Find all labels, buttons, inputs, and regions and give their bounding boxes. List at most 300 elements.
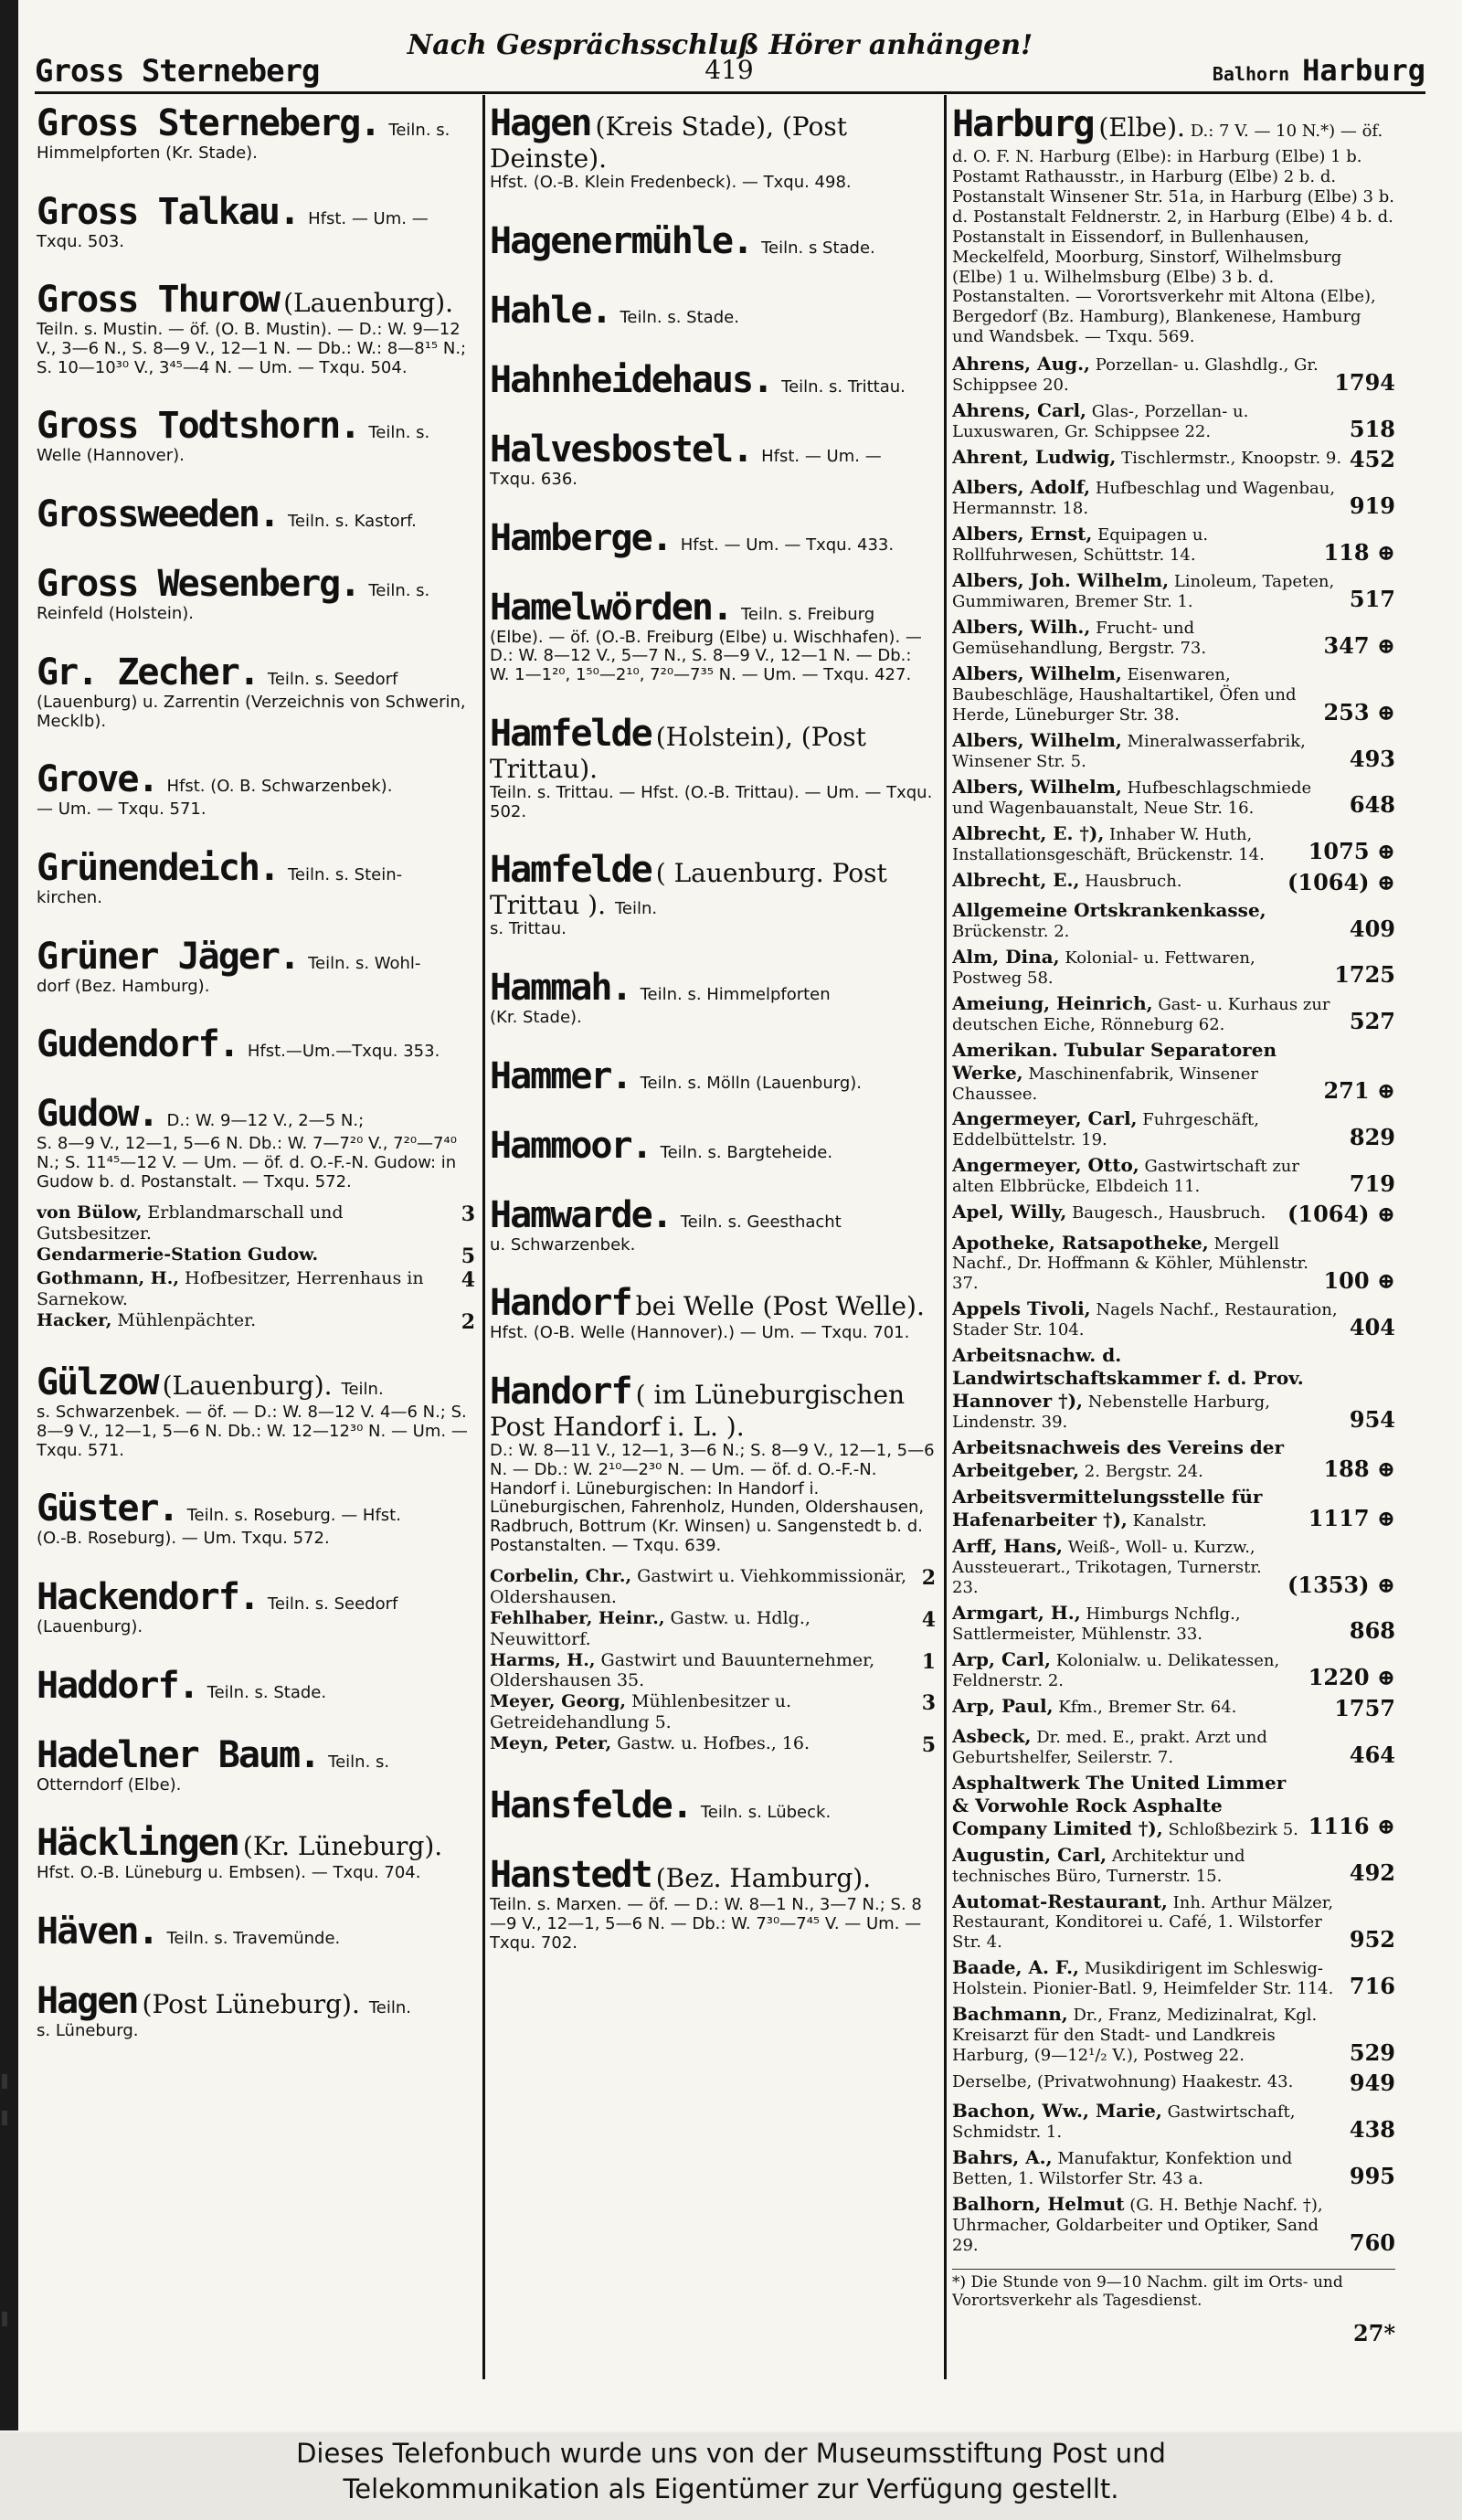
place-name: Häven. [37, 1911, 158, 1954]
place-name: Gross Todtshorn. [37, 405, 360, 448]
subscriber-row [952, 899, 1395, 942]
subscriber-text [952, 1154, 1344, 1197]
subscriber-name: Harms, H., [490, 1649, 596, 1670]
subscriber-number: 648 [1349, 791, 1395, 819]
subscriber-row [490, 1733, 936, 1757]
place-name: Hahle. [490, 289, 611, 332]
subscriber-text [952, 476, 1344, 519]
place-entry [490, 290, 936, 332]
place-name: Grossweeden. [37, 493, 279, 536]
subscriber-number: 529 [1349, 2038, 1395, 2066]
place-info: Teiln. s. Trittau. [781, 376, 906, 397]
place-entry [490, 713, 936, 822]
place-info: Teiln. s. [328, 1752, 390, 1772]
place-name-suffix: ( im Lüneburgischen Post Handorf i. L. ). [490, 1380, 906, 1443]
place-name: Hansfelde. [490, 1784, 692, 1827]
scan-mark [2, 2074, 7, 2089]
place-name: Hammah. [490, 967, 631, 1010]
subscriber-number: 954 [1349, 1405, 1395, 1433]
place-info: Teiln. [341, 1380, 384, 1400]
subscriber-name: Ameiung, Heinrich, [952, 991, 1153, 1014]
place-info: Teiln. s. Stein- [287, 864, 403, 884]
header-right [1213, 53, 1425, 88]
subscriber-row [952, 476, 1395, 519]
subscriber-number: 253 ⊕ [1323, 698, 1395, 725]
place-info: Hfst. — Um. — [308, 208, 429, 228]
subscriber-number: 5 [921, 1732, 936, 1757]
subscriber-desc: Brückenstr. 2. [952, 921, 1070, 941]
place-info: Hfst. — Um. — Txqu. 433. [680, 535, 895, 555]
subscriber-text [952, 1956, 1344, 1999]
subscriber-desc: Frucht- und Gemüsehandlung, Bergstr. 73. [952, 619, 1207, 659]
place-entry [37, 1576, 475, 1637]
subscriber-row [952, 1695, 1395, 1721]
place-name: Hamwarde. [490, 1193, 672, 1236]
subscriber-desc: Maschinenfabrik, Winsener Chaussee. [952, 1064, 1258, 1104]
place-name: Hahnheidehaus. [490, 358, 773, 401]
place-entry [37, 191, 475, 252]
page-header [35, 27, 1425, 93]
place-entry [37, 1488, 475, 1549]
subscriber-text [952, 1772, 1303, 1840]
subscriber-desc: 2. Bergstr. 24. [1084, 1462, 1203, 1482]
subscriber-desc: Hufbeschlagschmiede und Wagenbauanstalt, Neue Str. 16. [952, 778, 1312, 818]
place-entry [490, 220, 936, 262]
subscriber-desc: Gastwirtschaft, Schmidstr. 1. [952, 2102, 1296, 2143]
subscriber-name: Balhorn, Helmut [952, 2193, 1125, 2216]
subscriber-row [952, 662, 1395, 725]
subscriber-name: Meyn, Peter, [490, 1732, 612, 1753]
subscriber-desc: Kolonial- u. Fettwaren, Postweg 58. [952, 948, 1255, 988]
header-right-small: Balhorn [1212, 63, 1290, 85]
subscriber-name: Albrecht, E., [952, 868, 1080, 891]
scan-mark [2, 2111, 7, 2125]
subscriber-desc: Eisenwaren, Baubeschläge, Haushaltartikel, Öfen und Herde, Lüneburger Str. 38. [952, 665, 1297, 725]
subscriber-name: von Bülow, [37, 1202, 143, 1223]
place-entry [37, 1911, 475, 1953]
place-name: Handorf [490, 1282, 631, 1325]
subscriber-row [952, 523, 1395, 566]
place-name: Grünendeich. [37, 846, 279, 889]
subscriber-desc: Inh. Arthur Mälzer, Restaurant, Konditorei u. Café, 1. Wilstorfer Str. 4. [952, 1892, 1334, 1953]
subscriber-desc: Kfm., Bremer Str. 64. [1058, 1697, 1237, 1717]
subscriber-number: 404 [1349, 1314, 1395, 1341]
subscriber-name: Ahrens, Carl, [952, 399, 1087, 422]
place-entry [490, 1055, 936, 1097]
subscriber-name: Arbeitsnachweis des Vereins der Arbeitgeber, [952, 1436, 1285, 1482]
subscriber-desc: Mühlenbesitzer u. Getreidehandlung 5. [490, 1691, 792, 1733]
place-name: Gross Thurow [37, 279, 279, 322]
place-info: Teiln. s. Freiburg [740, 604, 875, 624]
subscriber-desc: Glas-, Porzellan- u. Luxuswaren, Gr. Schippsee 22. [952, 402, 1249, 442]
subscriber-row [952, 1725, 1395, 1768]
scan-mark [2, 2312, 7, 2326]
place-name: Gross Sterneberg. [37, 102, 380, 144]
subscriber-text [952, 1648, 1303, 1691]
subscriber-row [952, 1344, 1395, 1433]
place-name: Hadelner Baum. [37, 1733, 320, 1776]
subscriber-text [37, 1268, 456, 1310]
subscriber-text [952, 899, 1344, 942]
subscriber-desc: Musikdirigent im Schleswig-Holstein. Pionier-Batl. 9, Heimfelder Str. 114. [952, 1959, 1334, 1999]
harburg-text: D.: 7 V. — 10 N.*) — öf. d. O. F. N. Harburg (Elbe): in Harburg (Elbe) 1 b. Postamt Rathausstr., in Harburg (Elbe) 2 b. d. Postanstalt Winsener Str. 51a, in Harburg (Elbe) 3 b. d. Postanstalt Feldnerstr. 2, in Harburg (Elbe) 4 b. d. Postanstalt in Eissendorf, in Bullenhausen, Meckelfeld, Moorburg, Sinstorf, Wilhelmsburg (Elbe) 1 u. Wilhelmsburg (Elbe) 3 b. d. Postanstalten. — Vorortsverkehr mit Altona (Elbe), Bergedorf (Bz. Hamburg), Blankenese, Hamburg und Wandsbek. — Txqu. 569. [952, 122, 1394, 347]
place-details: Otterndorf (Elbe). [37, 1774, 182, 1795]
subscriber-row [952, 1648, 1395, 1691]
subscriber-name: Asbeck, [952, 1724, 1032, 1747]
place-details: (Lauenburg) u. Zarrentin (Verzeichnis von Schwerin, Mecklb). [37, 692, 466, 731]
subscriber-name: Albers, Wilhelm, [952, 775, 1122, 798]
place-info: Teiln. s Stade. [761, 238, 875, 258]
subscriber-row [952, 1844, 1395, 1887]
place-name-suffix: (Kreis Stade), (Post Deinste). [490, 111, 847, 174]
subscriber-number: (1064) ⊕ [1287, 868, 1395, 895]
subscriber-desc: Kanalstr. [1132, 1510, 1207, 1530]
place-name-suffix: (Post Lüneburg). [142, 1989, 360, 2020]
subscriber-row [952, 353, 1395, 396]
place-details: Hfst. (O.-B. Klein Fredenbeck). — Txqu. 498. [490, 173, 852, 193]
subscriber-row [952, 1772, 1395, 1840]
subscriber-name: Arp, Paul, [952, 1694, 1054, 1717]
subscriber-text [952, 2070, 1344, 2096]
subscriber-desc: Gastw. u. Hdlg., Neuwittorf. [490, 1608, 810, 1649]
subscriber-text [490, 1691, 916, 1733]
subscriber-number: 3 [461, 1202, 475, 1227]
place-name: Gülzow [37, 1361, 158, 1404]
subscriber-name: Fehlhaber, Heinr., [490, 1608, 665, 1629]
subscriber-number: 760 [1349, 2229, 1395, 2256]
subscriber-row [952, 2003, 1395, 2066]
place-info: Teiln. s. Stade. [620, 307, 739, 327]
subscriber-name: Arff, Hans, [952, 1534, 1064, 1557]
subscriber-desc: Gastwirtschaft zur alten Elbbrücke, Elbdeich 11. [952, 1157, 1300, 1197]
subscriber-row [952, 992, 1395, 1035]
footer-notice [0, 2432, 1462, 2520]
header-right-main: Harburg [1302, 53, 1425, 88]
subscriber-row [952, 1154, 1395, 1197]
subscriber-number: 517 [1349, 585, 1395, 612]
subscriber-number: (1353) ⊕ [1287, 1571, 1395, 1598]
subscriber-desc: Dr. med. E., prakt. Arzt und Geburtshelfer, Seilerstr. 7. [952, 1727, 1267, 1767]
subscriber-row [952, 1297, 1395, 1340]
place-entry [490, 1371, 936, 1555]
subscriber-desc: Mergell Nachf., Dr. Hoffmann & Köhler, Mühlenstr. 37. [952, 1234, 1308, 1294]
place-details: Himmelpforten (Kr. Stade). [37, 143, 258, 163]
subscriber-text [37, 1244, 456, 1268]
subscriber-row [952, 2193, 1395, 2256]
place-entry [37, 1361, 475, 1460]
place-info: Teiln. s. Wohl- [308, 953, 421, 973]
header-left: Gross Sterneberg [35, 53, 320, 90]
place-info: Teiln. s. Seedorf [267, 1594, 398, 1615]
place-entry [490, 429, 936, 490]
subscriber-desc: (G. H. Bethje Nachf. †), Uhrmacher, Goldarbeiter und Optiker, Sand 29. [952, 2196, 1323, 2256]
subscriber-row [37, 1310, 475, 1334]
place-name: Halvesbostel. [490, 428, 753, 471]
place-entry [490, 849, 936, 939]
place-name: Gr. Zecher. [37, 651, 259, 694]
place-details: Welle (Hannover). [37, 446, 185, 466]
subscriber-text [952, 2146, 1344, 2189]
subscriber-number: 452 [1349, 446, 1395, 473]
subscriber-text [952, 946, 1329, 989]
place-name: Haddorf. [37, 1664, 198, 1707]
subscriber-text [952, 1486, 1303, 1531]
place-name-suffix: (Bez. Hamburg). [655, 1863, 872, 1894]
subscriber-name: Angermeyer, Otto, [952, 1154, 1139, 1177]
subscriber-group [37, 1202, 475, 1334]
subscriber-text [37, 1310, 456, 1334]
subscriber-desc: Derselbe, (Privatwohnung) Haakestr. 43. [952, 2072, 1294, 2092]
subscriber-name: Bahrs, A., [952, 2146, 1053, 2169]
subscriber-name: Gothmann, H., [37, 1268, 179, 1289]
subscriber-name: Ahrens, Aug., [952, 353, 1091, 376]
place-name: Gross Wesenberg. [37, 563, 360, 606]
subscriber-number: 4 [461, 1268, 475, 1293]
place-info: Teiln. [614, 899, 658, 919]
subscriber-number: 1794 [1334, 368, 1395, 396]
subscriber-name: Arbeitsvermittelungsstelle für Hafenarbeiter †), [952, 1486, 1263, 1530]
column-3 [952, 102, 1395, 2412]
subscriber-number: 4 [921, 1608, 936, 1633]
subscriber-row [952, 1436, 1395, 1482]
subscriber-number: 1220 ⊕ [1308, 1664, 1395, 1691]
place-info: Teiln. s. Seedorf [267, 669, 398, 689]
subscriber-text [952, 869, 1282, 895]
subscriber-number: 1116 ⊕ [1308, 1813, 1395, 1840]
place-entry [37, 847, 475, 908]
place-info: Teiln. s. Kastorf. [287, 512, 417, 532]
subscriber-row [952, 946, 1395, 989]
subscriber-desc: Tischlermstr., Knoopstr. 9. [1121, 449, 1342, 469]
subscriber-desc: Gast- u. Kurhaus zur deutschen Eiche, Rönneburg 62. [952, 994, 1330, 1034]
place-entry [490, 1194, 936, 1255]
subscriber-number: 5 [461, 1244, 475, 1268]
subscriber-number: 100 ⊕ [1323, 1267, 1395, 1295]
subscriber-text [952, 1232, 1318, 1295]
subscriber-name: Automat-Restaurant, [952, 1890, 1168, 1912]
subscriber-number: (1064) ⊕ [1287, 1201, 1395, 1228]
subscriber-desc: Schloßbezirk 5. [1168, 1819, 1298, 1839]
place-entry [37, 102, 475, 164]
place-details: Teiln. s. Trittau. — Hfst. (O.-B. Trittau). — Um. — Txqu. 502. [490, 782, 933, 821]
subscriber-name: Albers, Wilhelm, [952, 728, 1122, 751]
subscriber-row [952, 1201, 1395, 1227]
subscriber-row [952, 399, 1395, 442]
place-details: Reinfeld (Holstein). [37, 604, 194, 624]
place-details: kirchen. [37, 887, 102, 907]
place-entry [37, 1665, 475, 1707]
subscriber-desc: Hofbesitzer, Herrenhaus in Sarnekow. [37, 1268, 424, 1310]
place-name: Hagenermühle. [490, 219, 753, 262]
subscriber-desc: Nebenstelle Harburg, Lindenstr. 39. [952, 1392, 1270, 1433]
subscriber-name: Albers, Joh. Wilhelm, [952, 569, 1170, 592]
subscriber-name: Albers, Wilh., [952, 616, 1091, 639]
subscriber-number: 271 ⊕ [1323, 1077, 1395, 1105]
place-details: u. Schwarzenbek. [490, 1234, 636, 1255]
subscriber-row [952, 616, 1395, 659]
subscriber-text [952, 1297, 1344, 1340]
subscriber-list [952, 353, 1395, 2256]
subscriber-row [37, 1244, 475, 1268]
place-entry [37, 651, 475, 731]
subscriber-text [952, 1201, 1282, 1227]
subscriber-text [952, 446, 1344, 472]
place-details: Teiln. s. Marxen. — öf. — D.: W. 8—1 N., 3—7 N.; S. 8—9 V., 12—1, 5—6 N. — Db.: W. 7³⁰—7⁴⁵ V. — Um. — Txqu. 702. [490, 1895, 922, 1953]
place-name: Hammoor. [490, 1124, 652, 1167]
place-entry [37, 1734, 475, 1795]
place-entry [37, 405, 475, 466]
place-entry [37, 758, 475, 820]
subscriber-name: Hacker, [37, 1309, 112, 1330]
place-name: Hamfelde [490, 712, 652, 755]
place-details: (Kr. Stade). [490, 1008, 582, 1028]
place-name: Hagen [490, 102, 591, 144]
place-entry [37, 1980, 475, 2041]
subscriber-name: Baade, A. F., [952, 1956, 1080, 1979]
subscriber-desc: Mineralwasserfabrik, Winsener Str. 5. [952, 731, 1306, 771]
subscriber-number: 188 ⊕ [1323, 1455, 1395, 1482]
place-entry [490, 1125, 936, 1167]
subscriber-number: 1117 ⊕ [1308, 1504, 1395, 1531]
scan-edge [0, 0, 18, 2430]
subscriber-row [952, 1535, 1395, 1598]
subscriber-text [952, 1039, 1318, 1105]
place-info: Teiln. s. [388, 121, 450, 140]
subscriber-desc: Himburgs Nchflg., Sattlermeister, Mühlenstr. 33. [952, 1604, 1241, 1644]
place-name: Gudendorf. [37, 1023, 238, 1066]
subscriber-group [490, 1566, 936, 1757]
place-entry [37, 279, 475, 377]
place-details: — Um. — Txqu. 571. [37, 799, 207, 820]
subscriber-number: 1757 [1334, 1694, 1395, 1721]
subscriber-desc: Gastwirt u. Viehkommissionär, Oldershausen. [490, 1566, 907, 1608]
place-info: Teiln. s. Himmelpforten [640, 985, 831, 1005]
subscriber-text [952, 399, 1344, 442]
subscriber-desc: Hausbruch. [1085, 871, 1182, 891]
subscriber-desc: Mühlenpächter. [117, 1309, 257, 1330]
place-name: Hamfelde [490, 849, 652, 892]
subscriber-desc: Kolonialw. u. Delikatessen, Feldnerstr. 2. [952, 1650, 1280, 1690]
subscriber-text [952, 2193, 1344, 2256]
subscriber-name: Corbelin, Chr., [490, 1566, 632, 1587]
harburg-title: Harburg [952, 103, 1094, 145]
subscriber-number: 409 [1349, 915, 1395, 942]
place-details: Txqu. 503. [37, 231, 125, 251]
subscriber-desc: Porzellan- u. Glashdlg., Gr. Schippsee 20. [952, 355, 1319, 396]
subscriber-text [952, 1725, 1344, 1768]
subscriber-row [952, 729, 1395, 772]
subscriber-text [952, 1535, 1282, 1598]
subscriber-row [952, 2146, 1395, 2189]
subscriber-row [952, 1890, 1395, 1954]
subscriber-name: Augustin, Carl, [952, 1843, 1107, 1866]
subscriber-desc: Fuhrgeschäft, Eddelbüttelstr. 19. [952, 1110, 1259, 1150]
harburg-title-suffix: (Elbe). [1098, 112, 1185, 143]
subscriber-number: 1 [921, 1649, 936, 1674]
place-entry [490, 1784, 936, 1826]
place-details: dorf (Bez. Hamburg). [37, 976, 210, 996]
subscriber-text [490, 1733, 916, 1757]
place-info: Teiln. s. [368, 581, 430, 601]
subscriber-text [952, 1602, 1344, 1645]
page-id: 27* [1353, 2319, 1395, 2346]
subscriber-name: Albers, Adolf, [952, 476, 1091, 499]
column-divider [944, 95, 947, 2379]
subscriber-desc: Nagels Nachf., Restauration, Stader Str. 104. [952, 1300, 1338, 1340]
subscriber-name: Albers, Wilhelm, [952, 662, 1122, 685]
place-name: Häcklingen [37, 1822, 238, 1865]
place-entry [490, 102, 936, 193]
place-name-suffix: (Kr. Lüneburg). [242, 1831, 443, 1862]
subscriber-name: Arbeitsnachw. d. Landwirtschaftskammer f. d. Prov. Hannover †), [952, 1344, 1304, 1413]
place-info: Teiln. s. Mölln (Lauenburg). [640, 1073, 862, 1093]
place-name: Güster. [37, 1488, 178, 1530]
column-1 [37, 102, 475, 2412]
subscriber-number: 3 [921, 1691, 936, 1716]
subscriber-number: 438 [1349, 2116, 1395, 2144]
subscriber-number: 518 [1349, 415, 1395, 442]
subscriber-text [952, 1844, 1344, 1887]
place-info: Teiln. s. [368, 423, 430, 443]
place-details: Teiln. s. Mustin. — öf. (O. B. Mustin). — D.: W. 9—12 V., 3—6 N., S. 8—9 V., 12—1 N. — Db.: W.: 8—8¹⁵ N.; S. 10—10³⁰ V., 3⁴⁵—4 N. — Um. — Txqu. 504. [37, 320, 467, 377]
place-entry [490, 587, 936, 685]
subscriber-number: 347 ⊕ [1323, 631, 1395, 659]
subscriber-text [952, 662, 1318, 725]
place-info: Hfst. — Um. — [761, 446, 882, 466]
subscriber-number: 464 [1349, 1741, 1395, 1768]
subscriber-number: 716 [1349, 1973, 1395, 2000]
subscriber-desc: Hufbeschlag und Wagenbau, Hermannstr. 18. [952, 479, 1336, 519]
subscriber-number: 1075 ⊕ [1308, 838, 1395, 865]
subscriber-text [952, 2003, 1344, 2066]
subscriber-number: 919 [1349, 492, 1395, 520]
subscriber-row [952, 446, 1395, 472]
place-name: Hamberge. [490, 516, 672, 559]
subscriber-row [490, 1691, 936, 1733]
subscriber-text [952, 729, 1344, 772]
place-details: S. 8—9 V., 12—1, 5—6 N. Db.: W. 7—7²⁰ V., 7²⁰—7⁴⁰ N.; S. 11⁴⁵—12 V. — Um. — öf. d. O.-F.-N. Gudow: in Gudow b. d. Postanstalt. — Txqu. 572. [37, 1134, 457, 1191]
place-info: Teiln. [368, 1998, 411, 2018]
subscriber-desc: Inhaber W. Huth, Installationsgeschäft, Brückenstr. 14. [952, 824, 1265, 864]
subscriber-row [37, 1268, 475, 1310]
place-info: Teiln. s. Bargteheide. [660, 1142, 833, 1162]
subscriber-row [952, 1602, 1395, 1645]
subscriber-text [490, 1566, 916, 1608]
subscriber-number: 2 [921, 1566, 936, 1591]
subscriber-text [952, 992, 1344, 1035]
place-name: Hammer. [490, 1054, 631, 1097]
place-info: Teiln. s. Geesthacht [680, 1212, 842, 1232]
place-info: Teiln. s. Lübeck. [700, 1803, 832, 1823]
subscriber-desc: Manufaktur, Konfektion und Betten, 1. Wilstorfer Str. 43 a. [952, 2149, 1293, 2189]
place-name-suffix: bei Welle (Post Welle). [635, 1291, 925, 1322]
place-entry [37, 493, 475, 535]
subscriber-text [952, 1344, 1344, 1433]
subscriber-desc: Linoleum, Tapeten, Gummiwaren, Bremer Str. 1. [952, 572, 1335, 612]
subscriber-text [37, 1202, 456, 1244]
place-details: Hfst. (O-B. Welle (Hannover).) — Um. — Txqu. 701. [490, 1323, 910, 1343]
subscriber-text [490, 1608, 916, 1650]
header-rule [35, 91, 1425, 94]
place-details: (Lauenburg). [37, 1617, 143, 1637]
subscriber-name: Ahrent, Ludwig, [952, 446, 1117, 469]
subscriber-text [952, 1890, 1344, 1954]
subscriber-row [952, 2100, 1395, 2143]
subscriber-text [952, 569, 1344, 612]
subscriber-name: Appels Tivoli, [952, 1297, 1091, 1320]
subscriber-text [952, 776, 1344, 819]
subscriber-number: 829 [1349, 1124, 1395, 1151]
